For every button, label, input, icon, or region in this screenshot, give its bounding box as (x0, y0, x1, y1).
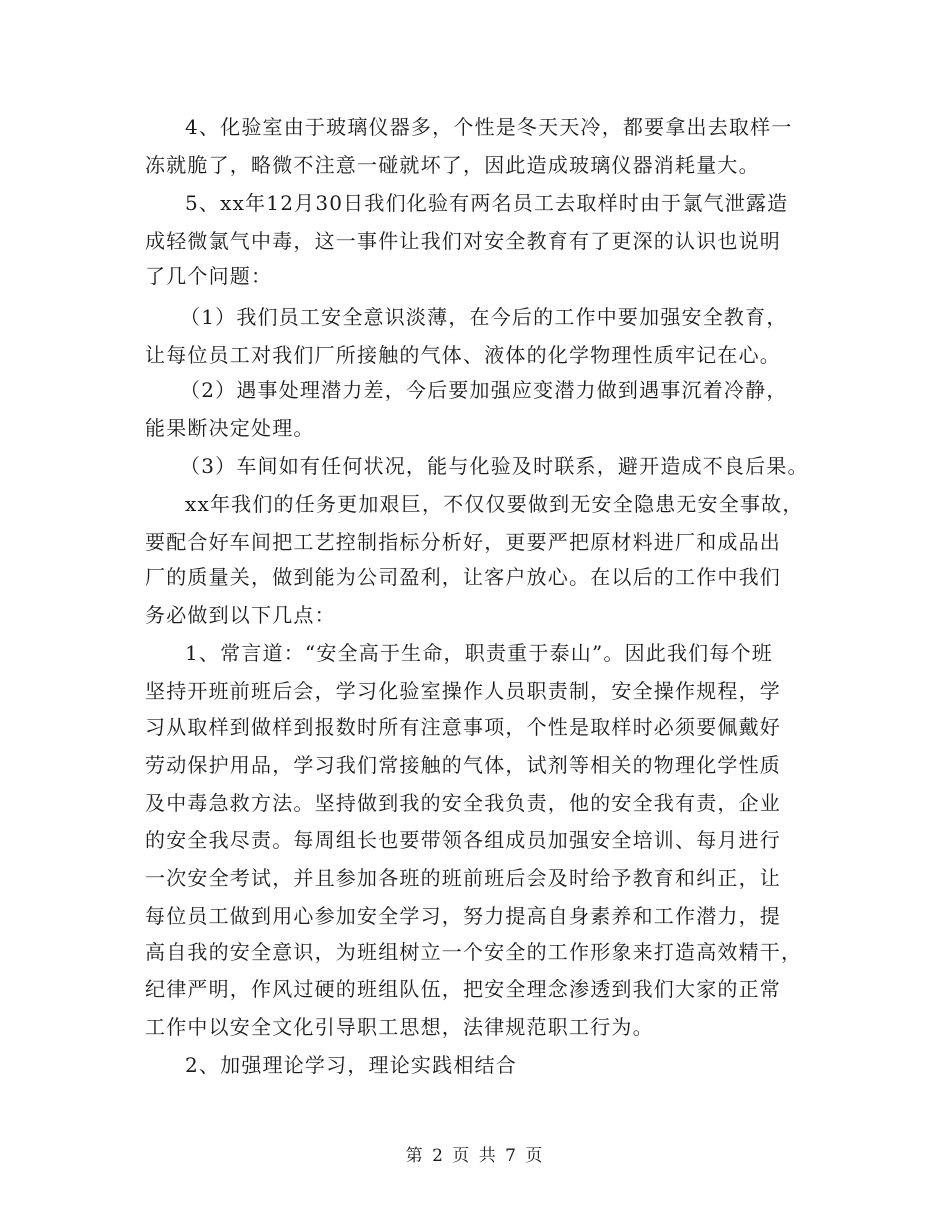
text-line: （2）遇事处理潜力差，今后要加强应变潜力做到遇事沉着冷静， (180, 378, 788, 402)
text-line: 一次安全考试，并且参加各班的班前班后会及时给予教育和纠正，让 (145, 866, 781, 890)
text-line: 成轻微氯气中毒，这一事件让我们对安全教育有了更深的认识也说明 (145, 229, 781, 253)
text-line: 厂的质量关，做到能为公司盈利，让客户放心。在以后的工作中我们 (145, 565, 781, 589)
text-line: 4、化验室由于玻璃仪器多，个性是冬天天冷，都要拿出去取样一 (185, 115, 793, 139)
text-line: 劳动保护用品，学习我们常接触的气体，试剂等相关的物理化学性质 (145, 753, 781, 777)
text-line: （3）车间如有任何状况，能与化验及时联系，避开造成不良后果。 (180, 454, 809, 478)
text-line: xx年我们的任务更加艰巨，不仅仅要做到无安全隐患无安全事故， (185, 492, 804, 516)
text-line: 纪律严明，作风过硬的班组队伍，把安全理念渗透到我们大家的正常 (145, 977, 781, 1001)
text-line: 工作中以安全文化引导职工思想，法律规范职工行为。 (145, 1015, 654, 1039)
text-line: 2、加强理论学习，理论实践相结合 (185, 1053, 517, 1077)
page-number-footer: 第 2 页 共 7 页 (405, 1146, 545, 1166)
text-line: 了几个问题： (145, 264, 273, 288)
text-line: 及中毒急救方法。坚持做到我的安全我负责，他的安全我有责，企业 (145, 791, 781, 815)
text-line: 习从取样到做样到报数时所有注意事项，个性是取样时必须要佩戴好 (145, 715, 781, 739)
text-line: 让每位员工对我们厂所接触的气体、液体的化学物理性质牢记在心。 (145, 343, 781, 367)
text-line: （1）我们员工安全意识淡薄，在今后的工作中要加强安全教育， (180, 305, 788, 329)
text-line: 高自我的安全意识，为班组树立一个安全的工作形象来打造高效精干， (145, 940, 803, 964)
text-line: 5、xx年12月30日我们化验有两名员工去取样时由于氯气泄露造 (185, 191, 789, 215)
text-line: 每位员工做到用心参加安全学习，努力提高自身素养和工作潜力，提 (145, 904, 781, 928)
text-line: 务必做到以下几点： (145, 603, 336, 627)
text-line: 冻就脆了，略微不注意一碰就坏了，因此造成玻璃仪器消耗量大。 (145, 153, 760, 177)
text-line: 的安全我尽责。每周组长也要带领各组成员加强安全培训、每月进行 (145, 828, 781, 852)
text-line: 1、常言道：“安全高于生命，职责重于泰山”。因此我们每个班 (185, 641, 773, 665)
text-line: 坚持开班前班后会，学习化验室操作人员职责制，安全操作规程，学 (145, 679, 781, 703)
text-line: 要配合好车间把工艺控制指标分析好，更要严把原材料进厂和成品出 (145, 530, 781, 554)
text-line: 能果断决定处理。 (145, 416, 315, 440)
